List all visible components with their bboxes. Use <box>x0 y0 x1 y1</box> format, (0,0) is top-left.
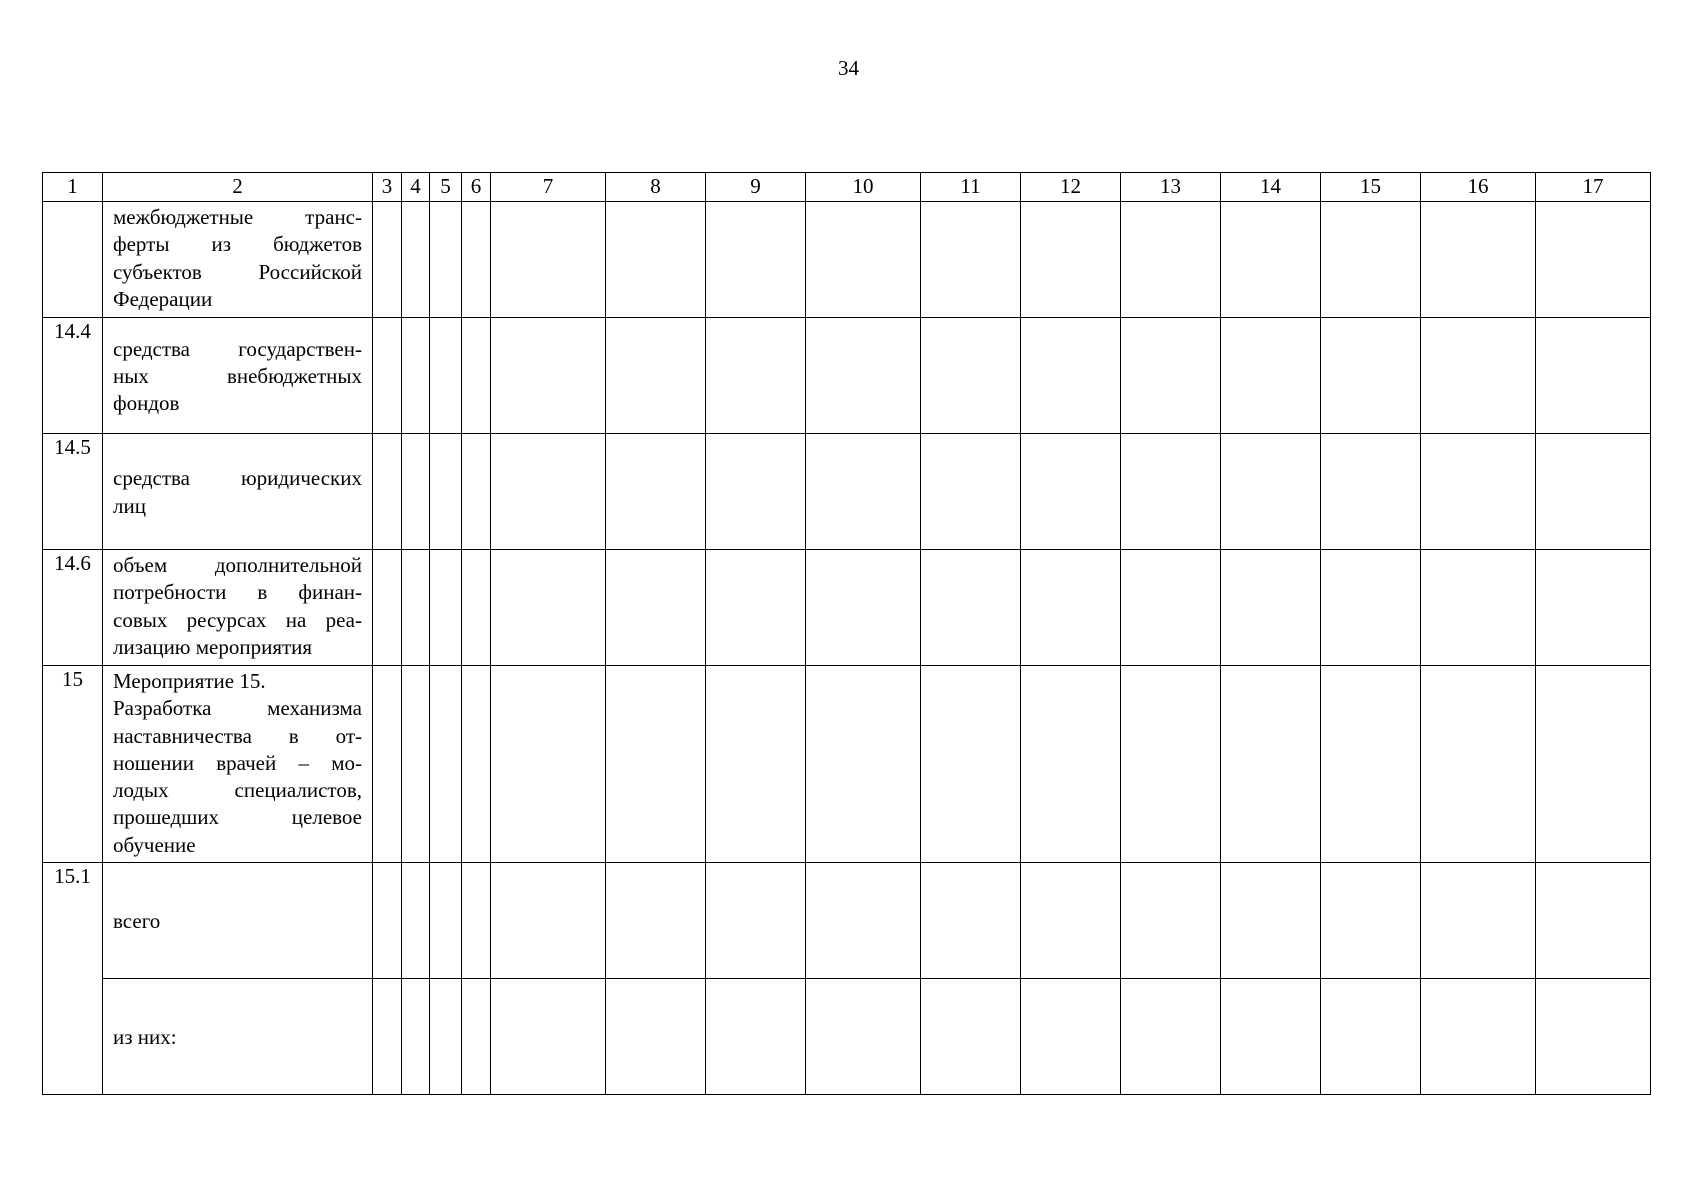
empty-cell <box>606 863 706 979</box>
column-header: 12 <box>1021 173 1121 202</box>
empty-cell <box>1121 863 1221 979</box>
empty-cell <box>430 202 462 318</box>
empty-cell <box>921 550 1021 666</box>
empty-cell <box>1321 202 1421 318</box>
description-line: межбюджетные транс- <box>113 205 362 229</box>
empty-cell <box>606 550 706 666</box>
description-line: совых ресурсах на реа- <box>113 607 362 632</box>
empty-cell <box>373 550 402 666</box>
column-header: 6 <box>462 173 491 202</box>
empty-cell <box>1021 318 1121 434</box>
empty-cell <box>1321 550 1421 666</box>
column-header: 15 <box>1321 173 1421 202</box>
empty-cell <box>402 434 430 550</box>
row-description <box>103 550 373 666</box>
empty-cell <box>1121 434 1221 550</box>
row-number: 15 <box>43 666 103 863</box>
empty-cell <box>1021 863 1121 979</box>
empty-cell <box>806 202 921 318</box>
empty-cell <box>706 550 806 666</box>
empty-cell <box>806 863 921 979</box>
empty-cell <box>373 863 402 979</box>
description-line: лизацию мероприятия <box>113 634 313 659</box>
empty-cell <box>462 202 491 318</box>
column-header: 3 <box>373 173 402 202</box>
empty-cell <box>806 318 921 434</box>
empty-cell <box>921 979 1021 1095</box>
row-number: 14.4 <box>43 318 103 434</box>
empty-cell <box>1321 318 1421 434</box>
column-header: 11 <box>921 173 1021 202</box>
empty-cell <box>1121 666 1221 863</box>
empty-cell <box>462 666 491 863</box>
empty-cell <box>606 979 706 1095</box>
page-number: 34 <box>838 56 859 80</box>
empty-cell <box>1021 666 1121 863</box>
table-row <box>43 434 1651 550</box>
empty-cell <box>1321 666 1421 863</box>
empty-cell <box>1121 318 1221 434</box>
empty-cell <box>921 202 1021 318</box>
description-line: всего <box>113 908 161 933</box>
description-line: лодых специалистов, <box>113 778 362 803</box>
empty-cell <box>491 318 606 434</box>
empty-cell <box>1021 202 1121 318</box>
empty-cell <box>1536 202 1651 318</box>
empty-cell <box>1221 434 1321 550</box>
empty-cell <box>373 202 402 318</box>
empty-cell <box>430 434 462 550</box>
empty-cell <box>1121 550 1221 666</box>
description-line: Мероприятие 15. <box>113 669 266 693</box>
empty-cell <box>1536 863 1651 979</box>
empty-cell <box>706 434 806 550</box>
empty-cell <box>1536 434 1651 550</box>
column-header: 7 <box>491 173 606 202</box>
description-line: субъектов Российской <box>113 259 362 284</box>
empty-cell <box>806 666 921 863</box>
empty-cell <box>921 863 1021 979</box>
empty-cell <box>491 434 606 550</box>
description-line: лиц <box>113 493 146 518</box>
empty-cell <box>402 666 430 863</box>
empty-cell <box>491 863 606 979</box>
empty-cell <box>402 550 430 666</box>
empty-cell <box>373 318 402 434</box>
empty-cell <box>806 550 921 666</box>
empty-cell <box>1221 202 1321 318</box>
empty-cell <box>1536 979 1651 1095</box>
table-row <box>43 979 1651 1095</box>
description-line: наставничества в от- <box>113 723 362 748</box>
empty-cell <box>1221 550 1321 666</box>
empty-cell <box>1021 434 1121 550</box>
description-line: ферты из бюджетов <box>113 232 362 257</box>
empty-cell <box>491 979 606 1095</box>
empty-cell <box>430 666 462 863</box>
description-line: фондов <box>113 391 180 416</box>
empty-cell <box>491 666 606 863</box>
empty-cell <box>921 434 1021 550</box>
empty-cell <box>706 863 806 979</box>
empty-cell <box>1021 979 1121 1095</box>
empty-cell <box>1421 979 1536 1095</box>
empty-cell <box>1536 318 1651 434</box>
description-line: средства юридических <box>113 466 362 491</box>
row-description <box>103 979 373 1095</box>
row-description <box>103 863 373 979</box>
empty-cell <box>1421 550 1536 666</box>
column-header: 9 <box>706 173 806 202</box>
table-row <box>43 202 1651 318</box>
empty-cell <box>606 202 706 318</box>
empty-cell <box>806 979 921 1095</box>
row-description <box>103 318 373 434</box>
empty-cell <box>1321 863 1421 979</box>
description-line: ных внебюджетных <box>113 363 362 388</box>
empty-cell <box>1421 666 1536 863</box>
empty-cell <box>430 318 462 434</box>
description-line: объем дополнительной <box>113 553 362 577</box>
table-row <box>43 318 1651 434</box>
table-row <box>43 666 1651 863</box>
column-header: 5 <box>430 173 462 202</box>
budget-table <box>42 172 1651 1095</box>
empty-cell <box>1421 202 1536 318</box>
empty-cell <box>373 434 402 550</box>
column-header: 14 <box>1221 173 1321 202</box>
empty-cell <box>1121 979 1221 1095</box>
empty-cell <box>1121 202 1221 318</box>
row-description <box>103 202 373 318</box>
description-line: средства государствен- <box>113 336 362 361</box>
description-line: Федерации <box>113 286 213 311</box>
column-number-row <box>43 173 1651 202</box>
row-description <box>103 434 373 550</box>
empty-cell <box>462 863 491 979</box>
empty-cell <box>1221 863 1321 979</box>
row-number <box>43 202 103 318</box>
empty-cell <box>606 666 706 863</box>
row-number: 14.6 <box>43 550 103 666</box>
empty-cell <box>1536 550 1651 666</box>
column-header: 13 <box>1121 173 1221 202</box>
empty-cell <box>706 202 806 318</box>
column-header: 4 <box>402 173 430 202</box>
column-header: 16 <box>1421 173 1536 202</box>
empty-cell <box>462 550 491 666</box>
empty-cell <box>491 550 606 666</box>
empty-cell <box>706 318 806 434</box>
column-header: 17 <box>1536 173 1651 202</box>
empty-cell <box>1221 666 1321 863</box>
row-number: 15.1 <box>43 863 103 1095</box>
empty-cell <box>430 863 462 979</box>
empty-cell <box>430 550 462 666</box>
empty-cell <box>373 979 402 1095</box>
empty-cell <box>706 666 806 863</box>
row-number: 14.5 <box>43 434 103 550</box>
description-line: обучение <box>113 832 196 857</box>
empty-cell <box>606 318 706 434</box>
empty-cell <box>1321 434 1421 550</box>
empty-cell <box>1421 434 1536 550</box>
empty-cell <box>402 863 430 979</box>
description-line: ношении врачей – мо- <box>113 750 362 775</box>
empty-cell <box>462 434 491 550</box>
empty-cell <box>430 979 462 1095</box>
empty-cell <box>373 666 402 863</box>
empty-cell <box>402 202 430 318</box>
empty-cell <box>1021 550 1121 666</box>
empty-cell <box>606 434 706 550</box>
column-header: 10 <box>806 173 921 202</box>
description-line: прошедших целевое <box>113 805 362 830</box>
empty-cell <box>1221 979 1321 1095</box>
empty-cell <box>462 318 491 434</box>
table-row <box>43 550 1651 666</box>
description-line: потребности в финан- <box>113 580 362 605</box>
empty-cell <box>402 318 430 434</box>
description-line: из них: <box>113 1024 177 1049</box>
empty-cell <box>921 666 1021 863</box>
empty-cell <box>491 202 606 318</box>
column-header: 8 <box>606 173 706 202</box>
empty-cell <box>806 434 921 550</box>
empty-cell <box>1421 318 1536 434</box>
empty-cell <box>1221 318 1321 434</box>
empty-cell <box>1536 666 1651 863</box>
empty-cell <box>462 979 491 1095</box>
empty-cell <box>1321 979 1421 1095</box>
row-description <box>103 666 373 863</box>
empty-cell <box>921 318 1021 434</box>
table-row <box>43 863 1651 979</box>
empty-cell <box>706 979 806 1095</box>
empty-cell <box>402 979 430 1095</box>
column-header: 2 <box>103 173 373 202</box>
column-header: 1 <box>43 173 103 202</box>
description-line: Разработка механизма <box>113 696 362 721</box>
empty-cell <box>1421 863 1536 979</box>
